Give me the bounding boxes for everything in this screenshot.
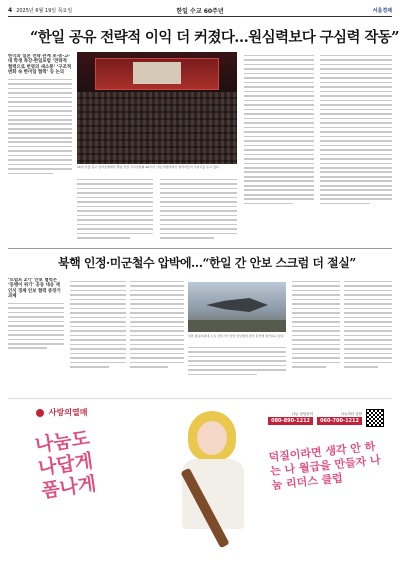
phone-number-1: 080-890-1212 — [268, 417, 313, 425]
top-rule — [8, 16, 392, 17]
story2-col-6 — [344, 278, 392, 392]
photo-caption: 16일 서울 중구 신라호텔에서 열린 한일 국교정상화 60주년 기념 리셉션에서 참석자들이 기념사를 듣고 있다. — [77, 165, 220, 169]
headline-main: “한일 공유 전략적 이익 더 커졌다…원심력보다 구심력 작동” — [30, 29, 399, 46]
story2-col-2 — [70, 278, 126, 392]
phone-number-2: 060-700-1212 — [317, 417, 362, 425]
text-block — [8, 79, 72, 175]
contact-box — [268, 409, 384, 427]
brand-name: 사랑의열매 — [48, 408, 88, 417]
story2-col-5 — [292, 278, 340, 392]
story2-col-4 — [188, 344, 286, 392]
page-number: 4 — [8, 6, 13, 14]
musician-illustration — [168, 407, 260, 555]
masthead — [8, 4, 392, 16]
story2-col-left — [8, 278, 64, 392]
section-rule — [8, 248, 392, 249]
headline-second: 북핵 인정·미군철수 압박에…“한일 간 안보 스크럼 더 절실” — [58, 256, 356, 270]
story1-col-3 — [160, 176, 237, 244]
phone-label-1: 나눔 상담문의 — [291, 411, 314, 416]
story1-col-left — [8, 54, 72, 244]
story2-col-3 — [130, 278, 184, 392]
ad-copy: 덕질이라면 생각 안 하는 나 월급을 만들자 나눔 리더스 클럽 — [268, 439, 382, 492]
paper-name: 서울경제 — [372, 7, 392, 14]
phone-label-2: 나눔리더 상담 — [340, 411, 362, 416]
fruit-logo-icon — [36, 409, 44, 417]
photo2-caption: 일본 항공자위대 소속 전투기가 한일 안보협력 관련 훈련에 참가하고 있다. — [188, 334, 285, 338]
charity-logo — [36, 407, 87, 418]
issue-date: 2025년 6월 19일 목요일 — [16, 7, 73, 14]
ad-slogan: 나눔도 나답게 폼나게 — [33, 427, 98, 503]
story1-subhead: 한국과 일본 전략 관계 초·중·고·대 학생 특강·한일포럼 ‘전략적 협력으로 번영의 새소통’ ‘구조적 변화 속 한미일 협력’ 등 논의 — [8, 54, 72, 76]
advertisement — [8, 398, 392, 557]
qr-code-icon — [366, 409, 384, 427]
story1-col-5 — [320, 52, 392, 244]
story1-col-2 — [77, 176, 153, 244]
fighter-jet-photo — [188, 282, 286, 332]
event-photo — [77, 52, 237, 164]
section-title: 한일 수교 60주년 — [176, 7, 224, 15]
story2-subhead: ‘트럼프 2기’ 안보 협력은 ‘동맹이 위기’ 공동 대응 재인식 경제 안보 협력 중장기 과제 — [8, 278, 61, 300]
story1-col-4 — [244, 52, 314, 244]
